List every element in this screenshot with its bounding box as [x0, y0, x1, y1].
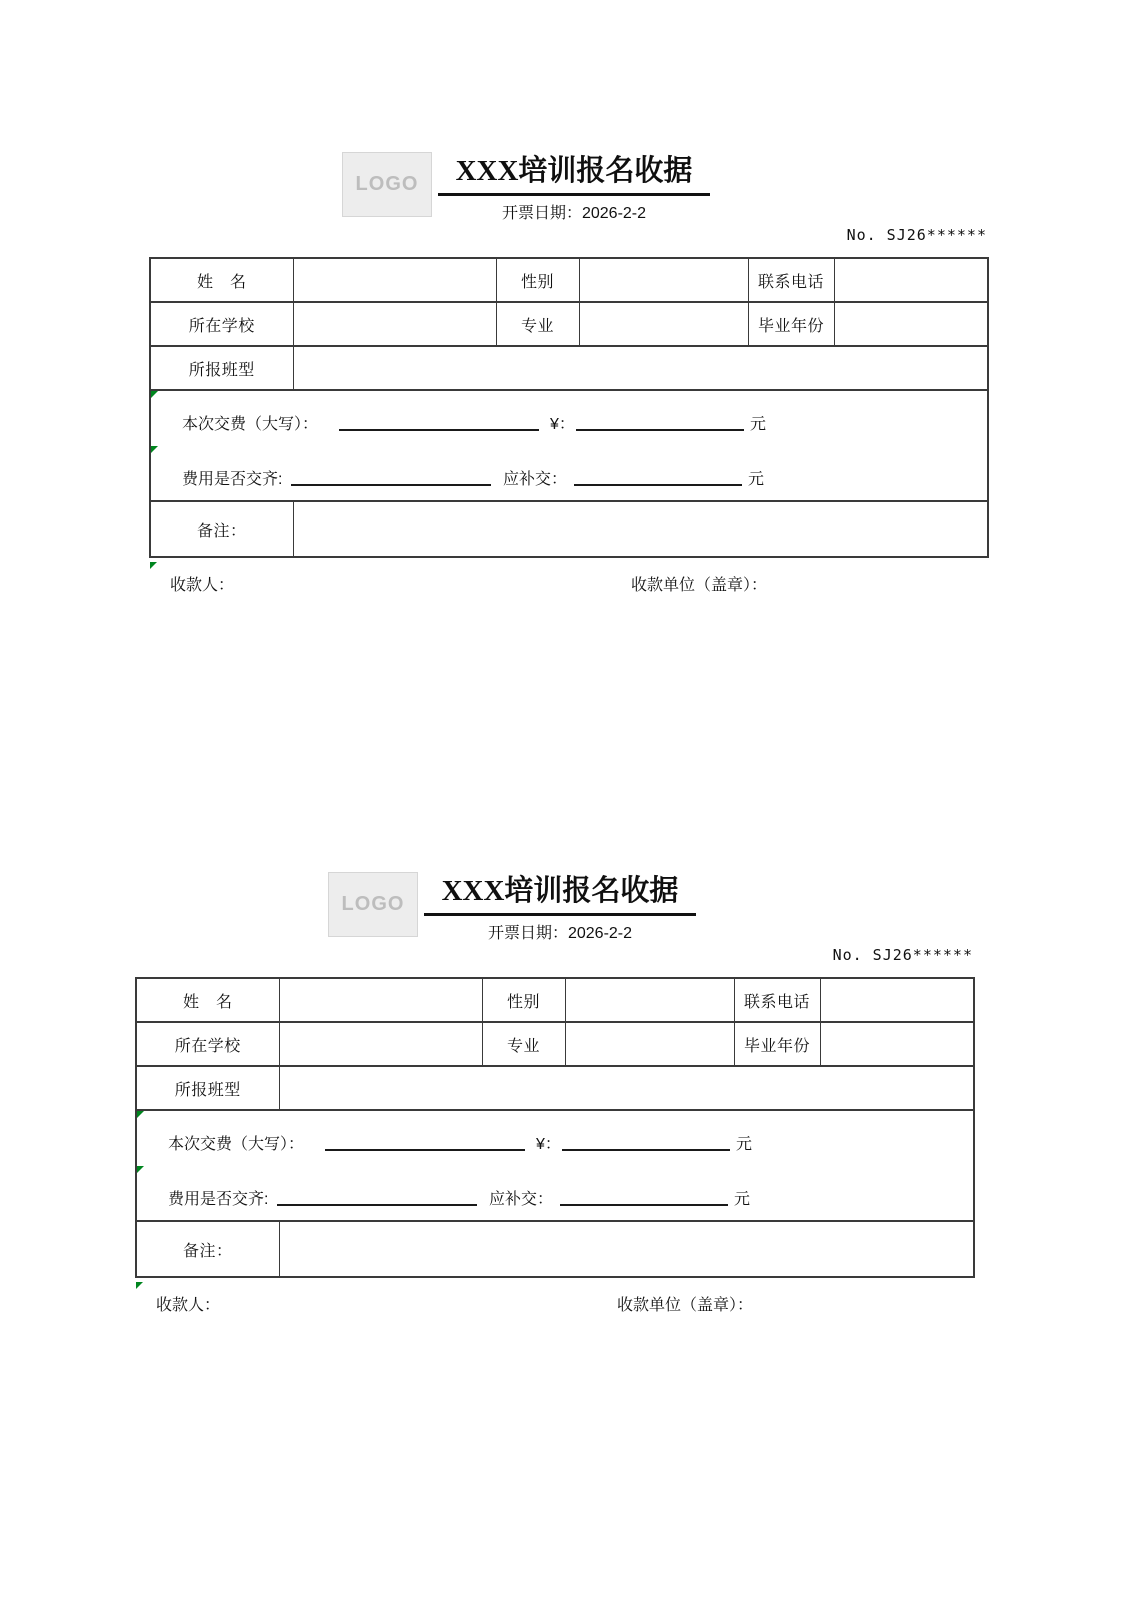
balance-due-label: 应补交：: [503, 471, 568, 488]
receipt-header: [424, 872, 696, 943]
school-label-cell: 所在学校: [136, 1022, 279, 1066]
settled-fill-line[interactable]: [291, 484, 491, 486]
logo-text: LOGO: [355, 173, 419, 195]
balance-due-fill-line[interactable]: [560, 1204, 728, 1206]
table-row: [150, 346, 988, 390]
gender-label-cell: 性别: [496, 258, 579, 302]
currency-symbol-label: ¥：: [550, 416, 575, 433]
table-row: [150, 302, 988, 346]
school-label-cell: 所在学校: [150, 302, 293, 346]
yuan-unit-label: 元: [748, 471, 765, 488]
amount-figures-fill-line[interactable]: [576, 429, 744, 431]
amount-words-label: 本次交费（大写）：: [182, 416, 319, 433]
grad-year-input-cell[interactable]: [834, 302, 988, 346]
payment-row: [150, 390, 988, 501]
major-input-cell[interactable]: [565, 1022, 734, 1066]
school-input-cell[interactable]: [293, 302, 496, 346]
receipt-copy-2: [135, 868, 975, 1348]
issue-date-value: 2026-2-2: [567, 925, 633, 942]
phone-input-cell[interactable]: [820, 978, 974, 1022]
unit-seal-label: 收款单位（盖章）：: [617, 1297, 754, 1314]
table-row: [136, 1022, 974, 1066]
currency-symbol-label: ¥：: [536, 1136, 561, 1153]
green-corner-marker: [151, 391, 158, 398]
table-row: [150, 258, 988, 302]
name-input-cell[interactable]: [279, 978, 482, 1022]
settled-fill-line[interactable]: [277, 1204, 477, 1206]
name-label-cell: 姓 名: [150, 258, 293, 302]
receipt-copy-1: [149, 148, 989, 628]
amount-line: [137, 1127, 973, 1154]
table-row: [136, 1066, 974, 1110]
remark-row: [150, 501, 988, 557]
class-type-input-cell[interactable]: [279, 1066, 974, 1110]
class-type-label-cell: 所报班型: [136, 1066, 279, 1110]
settlement-line: [151, 462, 987, 489]
settled-label: 费用是否交齐:: [168, 1191, 269, 1208]
school-input-cell[interactable]: [279, 1022, 482, 1066]
name-label-cell: 姓 名: [136, 978, 279, 1022]
phone-label-cell: 联系电话: [734, 978, 820, 1022]
grad-year-label-cell: 毕业年份: [748, 302, 834, 346]
receipt-footer: [135, 1292, 975, 1314]
phone-label-cell: 联系电话: [748, 258, 834, 302]
remark-input-cell[interactable]: [279, 1221, 974, 1277]
registration-info-table: [149, 257, 989, 558]
receipt-footer: [149, 572, 989, 594]
major-label-cell: 专业: [496, 302, 579, 346]
payment-section-cell: [150, 390, 988, 501]
receipt-number: No. SJ26******: [832, 946, 973, 964]
green-corner-marker: [150, 562, 157, 569]
grad-year-label-cell: 毕业年份: [734, 1022, 820, 1066]
table-row: [136, 978, 974, 1022]
green-corner-marker: [136, 1282, 143, 1289]
remark-label-cell: 备注：: [150, 501, 293, 557]
issue-date-value: 2026-2-2: [581, 205, 647, 222]
yuan-unit-label: 元: [736, 1136, 753, 1153]
amount-words-fill-line[interactable]: [325, 1149, 525, 1151]
receipt-header: [438, 152, 710, 223]
payee-label: 收款人：: [170, 577, 235, 594]
issue-date-label: 开票日期：: [487, 925, 568, 942]
gender-label-cell: 性别: [482, 978, 565, 1022]
amount-words-label: 本次交费（大写）：: [168, 1136, 305, 1153]
remark-input-cell[interactable]: [293, 501, 988, 557]
receipt-number: No. SJ26******: [846, 226, 987, 244]
remark-label-cell: 备注：: [136, 1221, 279, 1277]
grad-year-input-cell[interactable]: [820, 1022, 974, 1066]
logo-placeholder: [342, 152, 432, 217]
major-input-cell[interactable]: [579, 302, 748, 346]
yuan-unit-label: 元: [734, 1191, 751, 1208]
green-corner-marker: [151, 446, 158, 453]
yuan-unit-label: 元: [750, 416, 767, 433]
balance-due-fill-line[interactable]: [574, 484, 742, 486]
settled-label: 费用是否交齐:: [182, 471, 283, 488]
logo-text: LOGO: [341, 893, 405, 915]
green-corner-marker: [137, 1111, 144, 1118]
amount-figures-fill-line[interactable]: [562, 1149, 730, 1151]
amount-line: [151, 407, 987, 434]
amount-words-fill-line[interactable]: [339, 429, 539, 431]
issue-date-line: [438, 200, 710, 223]
class-type-label-cell: 所报班型: [150, 346, 293, 390]
green-corner-marker: [137, 1166, 144, 1173]
name-input-cell[interactable]: [293, 258, 496, 302]
payee-label: 收款人：: [156, 1297, 221, 1314]
receipt-title: XXX培训报名收据: [424, 872, 696, 916]
registration-info-table: [135, 977, 975, 1278]
unit-seal-label: 收款单位（盖章）：: [631, 577, 768, 594]
receipt-title: XXX培训报名收据: [438, 152, 710, 196]
balance-due-label: 应补交：: [489, 1191, 554, 1208]
remark-row: [136, 1221, 974, 1277]
payment-section-cell: [136, 1110, 974, 1221]
issue-date-label: 开票日期：: [501, 205, 582, 222]
phone-input-cell[interactable]: [834, 258, 988, 302]
issue-date-line: [424, 920, 696, 943]
major-label-cell: 专业: [482, 1022, 565, 1066]
gender-input-cell[interactable]: [579, 258, 748, 302]
gender-input-cell[interactable]: [565, 978, 734, 1022]
settlement-line: [137, 1182, 973, 1209]
class-type-input-cell[interactable]: [293, 346, 988, 390]
payment-row: [136, 1110, 974, 1221]
logo-placeholder: [328, 872, 418, 937]
